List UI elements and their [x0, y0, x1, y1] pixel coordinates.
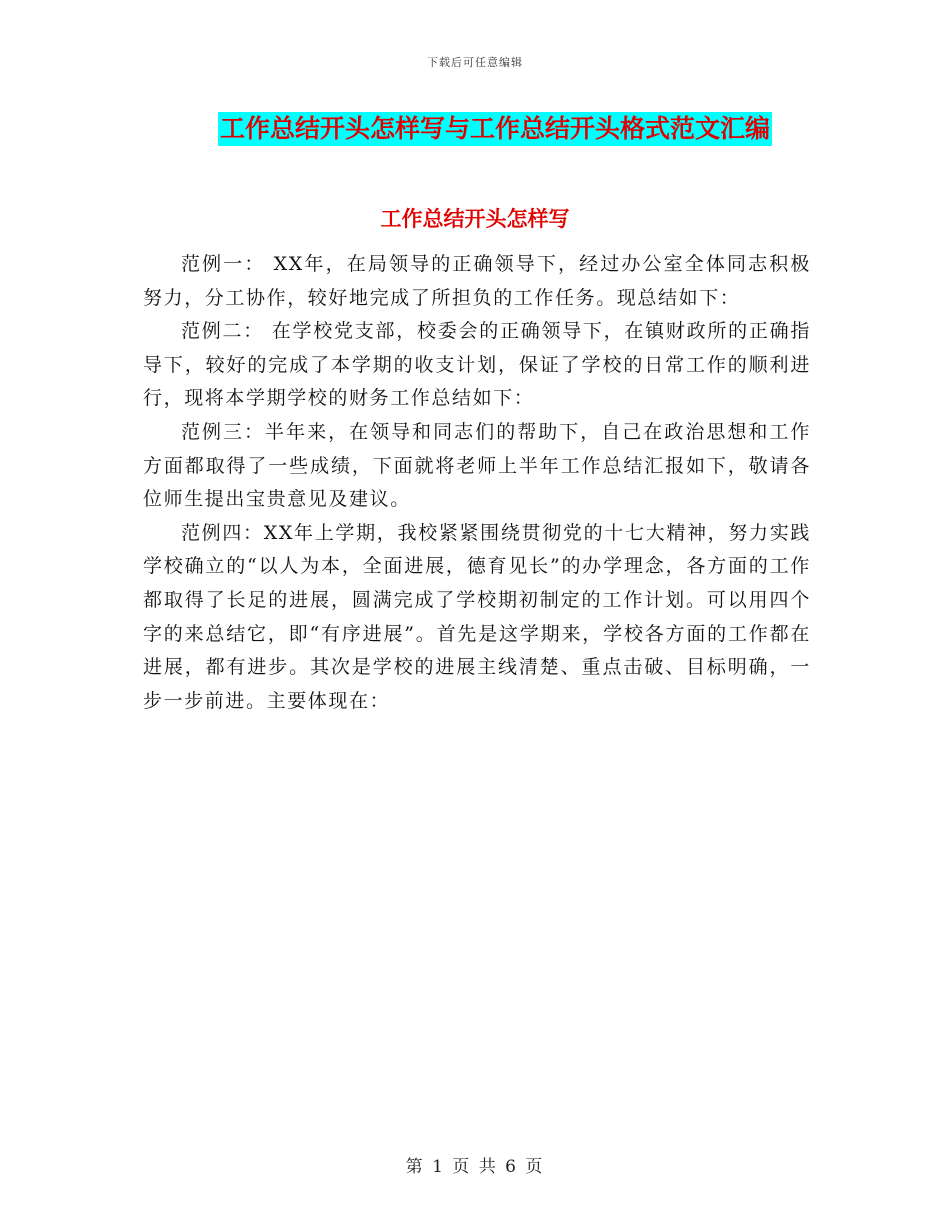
document-title: 工作总结开头怎样写与工作总结开头格式范文汇编 — [218, 112, 772, 146]
paragraph-example-4: 范例四：XX年上学期，我校紧紧围绕贯彻党的十七大精神，努力实践学校确立的“以人为本，全面进展，德育见长”的办学理念，各方面的工作都取得了长足的进展，圆满完成了学校期初制定的工作计划。可以用四个字的来总结它，即“有序进展”。首先是这学期来，学校各方面的工作都在进展，都有进步。其次是学校的进展主线清楚、重点击破、目标明确，一步一步前进。主要体现在： — [143, 521, 811, 712]
header-note: 下载后可任意编辑 — [427, 56, 523, 69]
paragraph-example-1: 范例一： XX年，在局领导的正确领导下，经过办公室全体同志积极努力，分工协作，较好地完成了所担负的工作任务。现总结如下： — [143, 253, 811, 309]
paragraph-example-3: 范例三：半年来，在领导和同志们的帮助下，自己在政治思想和工作方面都取得了一些成绩，下面就将老师上半年工作总结汇报如下，敬请各位师生提出宝贵意见及建议。 — [143, 420, 811, 511]
section-title: 工作总结开头怎样写 — [380, 207, 570, 231]
title-container — [0, 112, 950, 146]
paragraph-example-2: 范例二： 在学校党支部，校委会的正确领导下，在镇财政所的正确指导下，较好的完成了本学期的收支计划，保证了学校的日常工作的顺利进行，现将本学期学校的财务工作总结如下： — [143, 320, 811, 410]
document-body — [143, 248, 811, 718]
page-number: 第 1 页 共 6 页 — [405, 1157, 545, 1177]
